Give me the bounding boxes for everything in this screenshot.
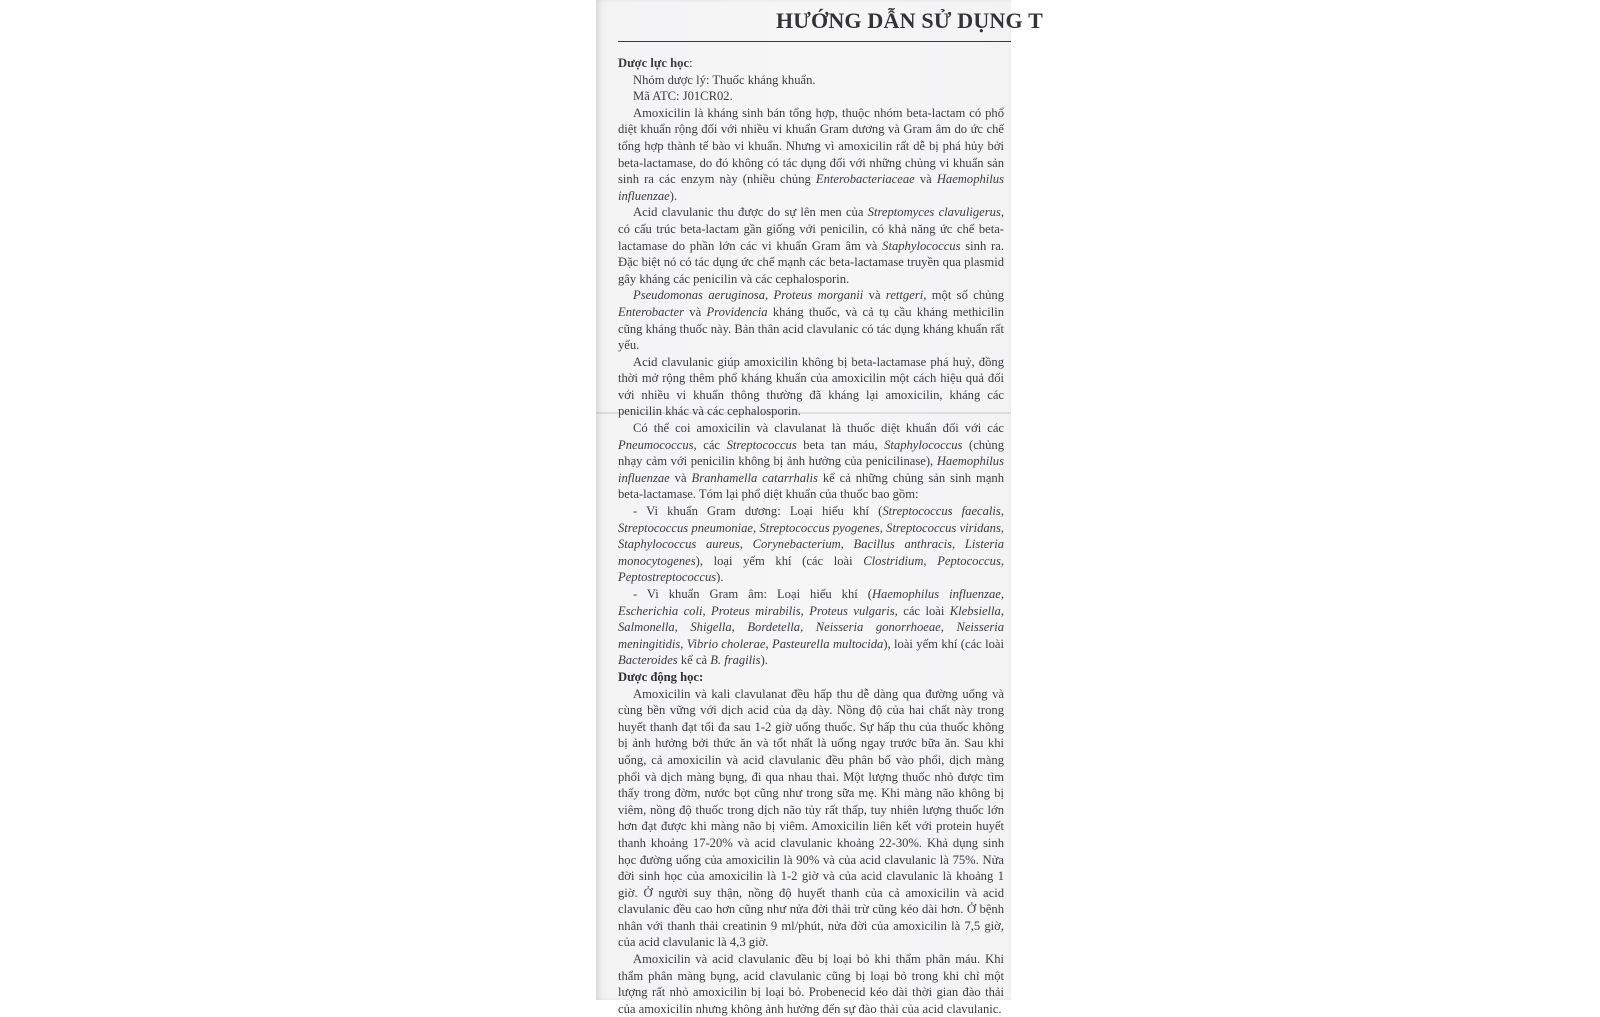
paragraph-clavulanic: Acid clavulanic thu được do sự lên men của Streptomyces clavuligerus, có cấu trúc beta-lactam gần giống với penicilin, có khả năng ức chế beta-lactamase do phần lớn các vi khuẩn Gram âm và Staphylococcus sinh ra. Đặc biệt nó có tác dụng ức chế mạnh các beta-lactamase truyền qua plasmid gây kháng các penicilin và các cephalosporin.: [618, 205, 1004, 286]
paragraph-absorption: Amoxicilin và kali clavulanat đều hấp thu dễ dàng qua đường uống và cùng bền vững với dịch acid của dạ dày. Nồng độ của hai chất này trong huyết thanh đạt tối đa sau 1-2 giờ uống thuốc. Sự hấp thu của thuốc không bị ảnh hưởng bởi thức ăn và tốt nhất là uống ngay trước bữa ăn. Sau khi uống, cả amoxicilin và acid clavulanic đều phân bố vào phổi, dịch màng phổi và dịch màng bụng, đi qua nhau thai. Một lượng thuốc nhỏ được tìm thấy trong đờm, nước bọt cũng như trong sữa mẹ. Khi màng não không bị viêm, nồng độ thuốc trong dịch não tủy rất thấp, tuy nhiên lượng thuốc lớn hơn đạt được khi màng não bị viêm. Amoxicilin liên kết với protein huyết thanh khoảng 17-20% và acid clavulanic khoảng 22-30%. Khả dụng sinh học đường uống của amoxicilin là 90% và của acid clavulanic là 75%. Nửa đời sinh học của amoxicilin là 1-2 giờ và của acid clavulanic là khoảng 1 giờ. Ở người suy thận, nồng độ huyết thanh của cả amoxicilin và acid clavulanic đều cao hơn cũng như nửa đời thải trừ cũng kéo dài hơn. Ở bệnh nhân với thanh thải creatinin 9 ml/phút, nửa đời của amoxicilin là 7,5 giờ, của acid clavulanic là 4,3 giờ.: [618, 686, 1004, 950]
drug-group: Nhóm dược lý: Thuốc kháng khuẩn.: [633, 72, 816, 87]
atc-code: Mã ATC: J01CR02.: [633, 89, 733, 104]
title-divider: [618, 41, 1011, 42]
page-title: HƯỚNG DẪN SỬ DỤNG T: [776, 8, 1043, 33]
gram-positive-list: - Vi khuẩn Gram dương: Loại hiếu khí (Streptococcus faecalis, Streptococcus pneumoniae, Streptococcus pyogenes, Streptococcus viridans, Staphylococcus aureus, Corynebacterium, Bacillus anthracis, Listeria monocytogenes), loại yếm khí (các loài Clostridium, Peptococcus, Peptostreptococcus).: [618, 504, 1005, 585]
paragraph-resistance: Pseudomonas aeruginosa, Proteus morganii và rettgeri, một số chủng Enterobacter và Providencia kháng thuốc, và cả tụ cầu kháng methicilin cũng kháng thuốc này. Bản thân acid clavulanic có tác dụng kháng khuẩn rất yếu.: [618, 288, 1005, 353]
pharmacokinetics-heading: Dược động học:: [618, 669, 704, 684]
paragraph-amoxicillin: Amoxicilin là kháng sinh bán tổng hợp, thuộc nhóm beta-lactam có phổ diệt khuẩn rộng đối với nhiều vi khuẩn Gram dương và Gram âm do ức chế tổng hợp thành tế bào vi khuẩn. Nhưng vì amoxicilin rất dễ bị phá hủy bởi beta-lactamase, do đó không có tác dụng đối với những chủng vi khuẩn sản sinh ra các enzym này (nhiều chủng Enterobacteriaceae và Haemophilus influenzae).: [618, 105, 1004, 203]
paragraph-spectrum: Có thể coi amoxicilin và clavulanat là thuốc diệt khuẩn đối với các Pneumococcus, các Streptococcus beta tan máu, Staphylococcus (chủng nhạy cảm với penicilin không bị ảnh hưởng của penicilinase), Haemophilus influenzae và Branhamella catarrhalis kể cả những chủng sản sinh mạnh beta-lactamase. Tóm lại phổ diệt khuẩn của thuốc bao gồm:: [618, 421, 1004, 502]
pharmacodynamics-heading-line: [618, 55, 1004, 72]
gram-negative-list: - Vi khuẩn Gram âm: Loại hiếu khí (Haemophilus influenzae, Escherichia coli, Proteus mirabilis, Proteus vulgaris, các loài Klebsiella, Salmonella, Shigella, Bordetella, Neisseria gonorrhoeae, Neisseria meningitidis, Vibrio cholerae, Pasteurella multocida), loài yếm khí (các loài Bacteroides kể cả B. fragilis).: [618, 587, 1005, 668]
paragraph-dialysis: Amoxicilin và acid clavulanic đều bị loại bỏ khi thẩm phân máu. Khi thẩm phân màng bụng, acid clavulanic cũng bị loại bỏ trong khi chỉ một lượng rất nhỏ amoxicilin bị loại bỏ. Probenecid kéo dài thời gian đào thải của amoxicilin nhưng không ảnh hưởng đến sự đào thải của acid clavulanic.: [618, 952, 1004, 1016]
paragraph-protection: Acid clavulanic giúp amoxicilin không bị beta-lactamase phá huỷ, đồng thời mở rộng thêm phổ kháng khuẩn của amoxicilin một cách hiệu quả đối với nhiều vi khuẩn thông thường đã kháng lại amoxicilin, kháng các penicilin khác và các cephalosporin.: [618, 354, 1004, 419]
pharmacodynamics-heading: Dược lực học: [618, 56, 690, 70]
heading-colon: :: [689, 56, 693, 70]
leaflet-body: [618, 55, 1004, 1017]
scanned-leaflet: [596, 0, 1043, 1016]
